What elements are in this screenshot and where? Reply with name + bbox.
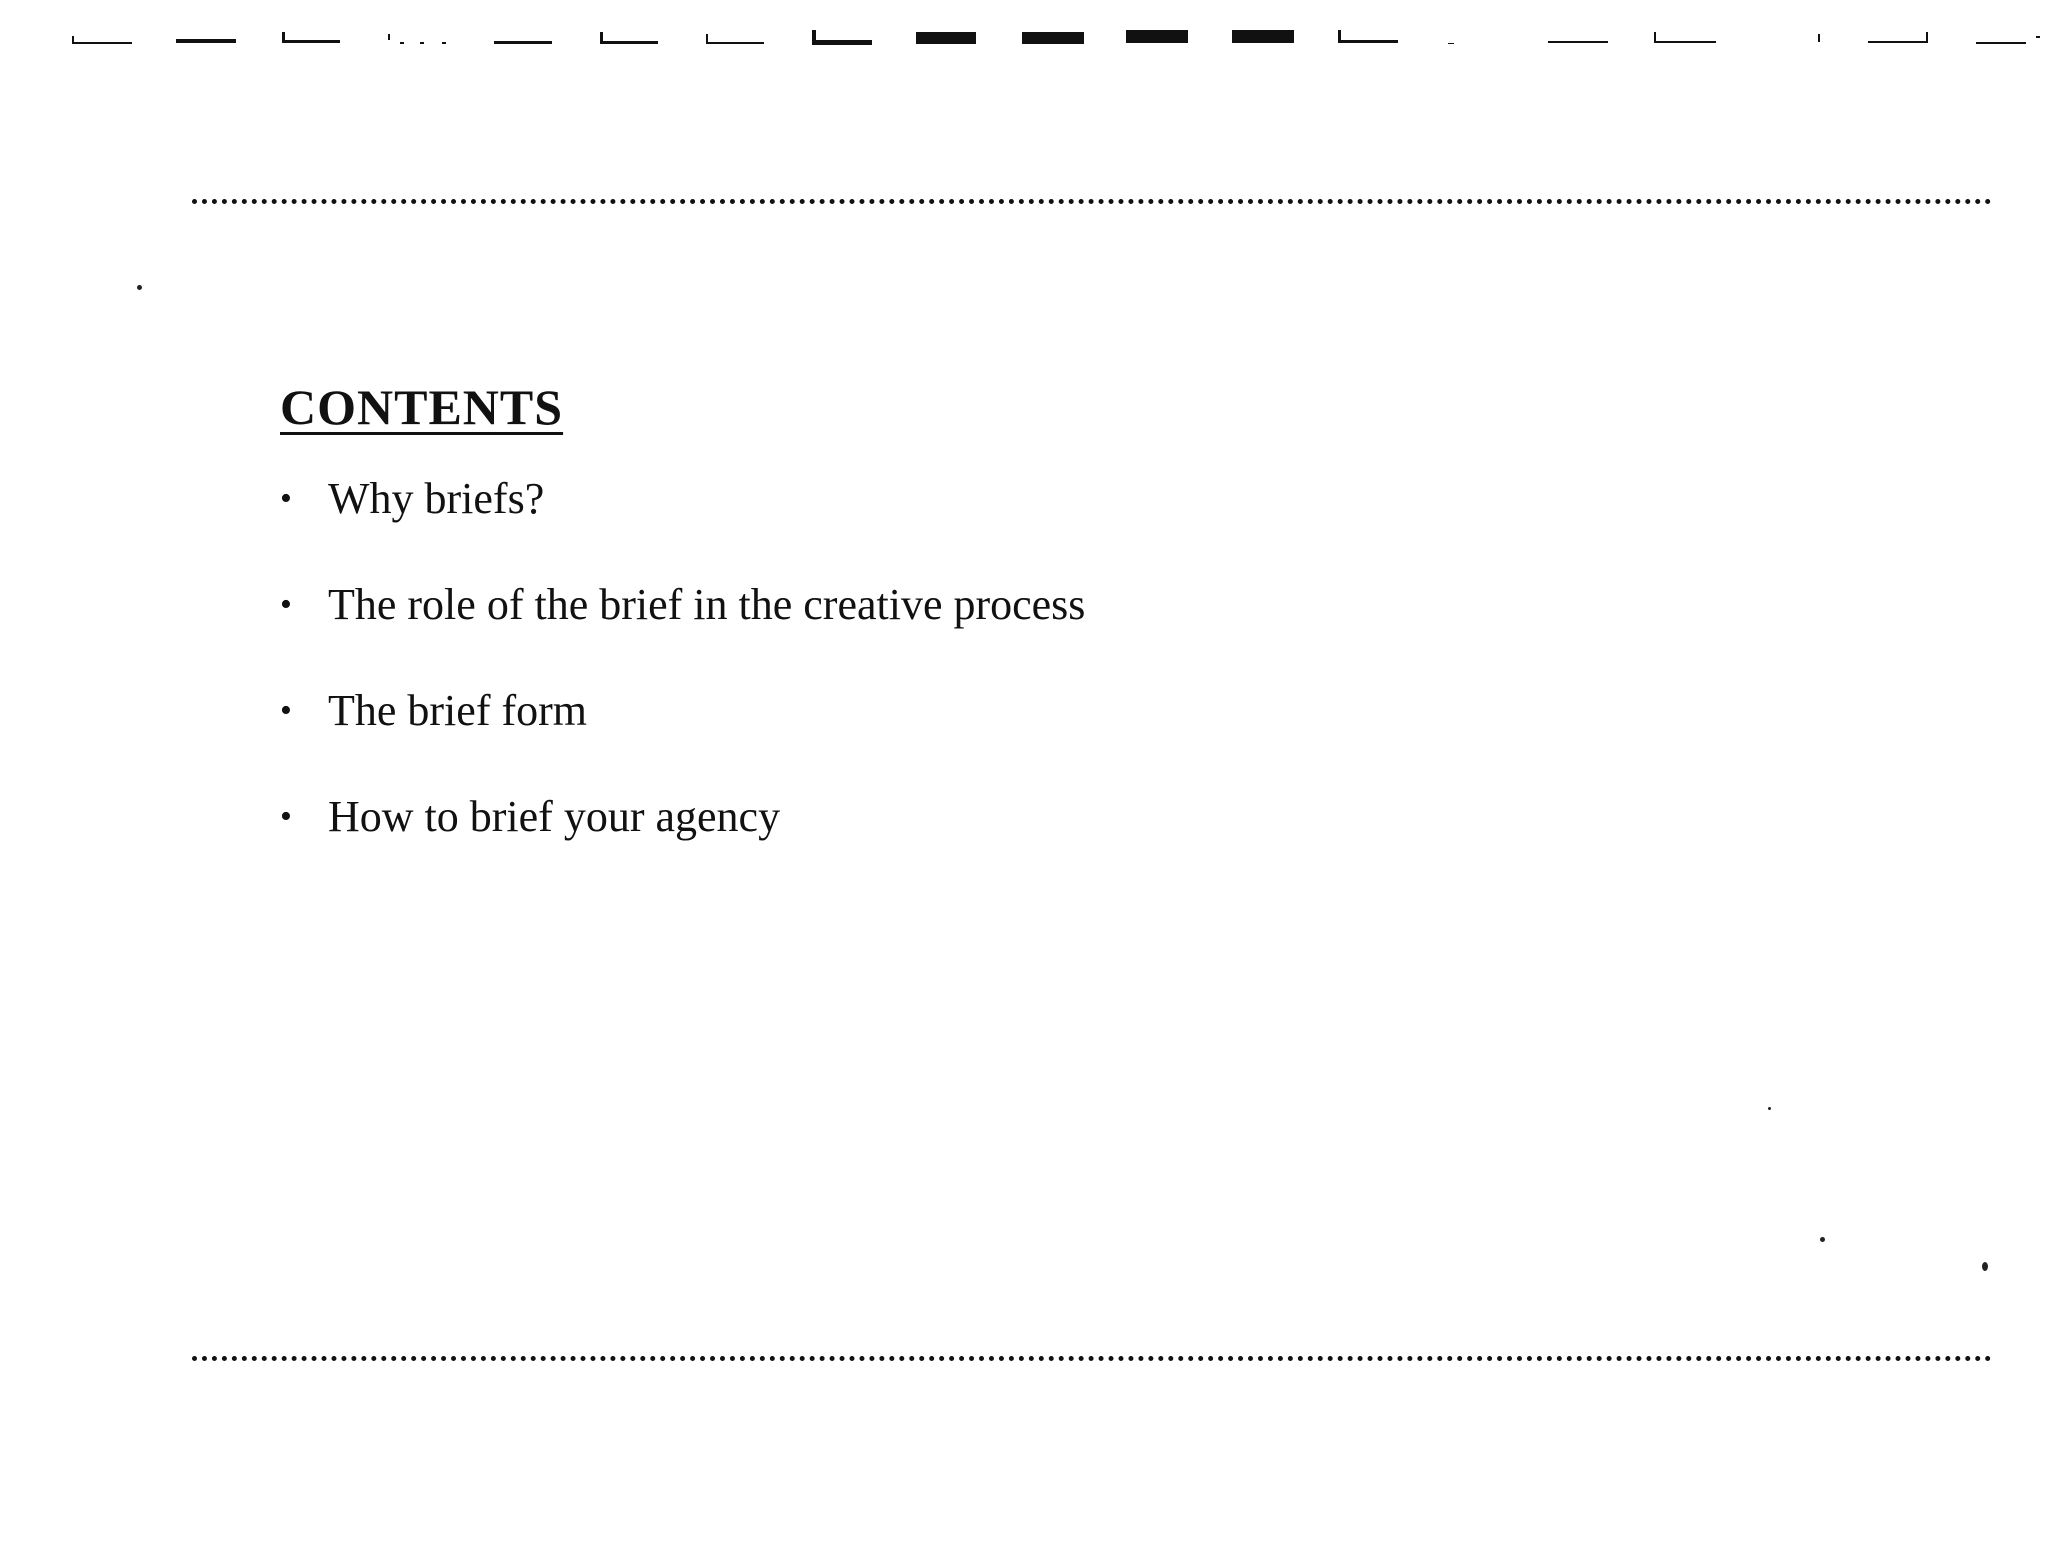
scan-speck xyxy=(1768,1107,1771,1110)
contents-list xyxy=(280,462,1780,886)
list-item xyxy=(280,674,1780,780)
contents-section xyxy=(280,372,1780,886)
contents-heading: CONTENTS xyxy=(280,379,564,435)
list-item-text: The brief form xyxy=(328,686,587,735)
bullet-icon: • xyxy=(280,586,292,623)
scan-speck xyxy=(137,285,142,290)
scan-tab-marks xyxy=(0,26,2048,52)
list-item-text: The role of the brief in the creative process xyxy=(328,580,1086,629)
bullet-icon: • xyxy=(280,480,292,517)
dotted-rule-bottom xyxy=(192,1356,1992,1361)
bullet-icon: • xyxy=(280,798,292,835)
list-item xyxy=(280,568,1780,674)
dotted-rule-top xyxy=(192,199,1992,204)
list-item-text: How to brief your agency xyxy=(328,792,781,841)
scan-speck xyxy=(1820,1237,1825,1242)
list-item xyxy=(280,462,1780,568)
scan-speck xyxy=(1982,1262,1988,1271)
list-item-text: Why briefs? xyxy=(328,474,545,523)
bullet-icon: • xyxy=(280,692,292,729)
list-item xyxy=(280,780,1780,886)
